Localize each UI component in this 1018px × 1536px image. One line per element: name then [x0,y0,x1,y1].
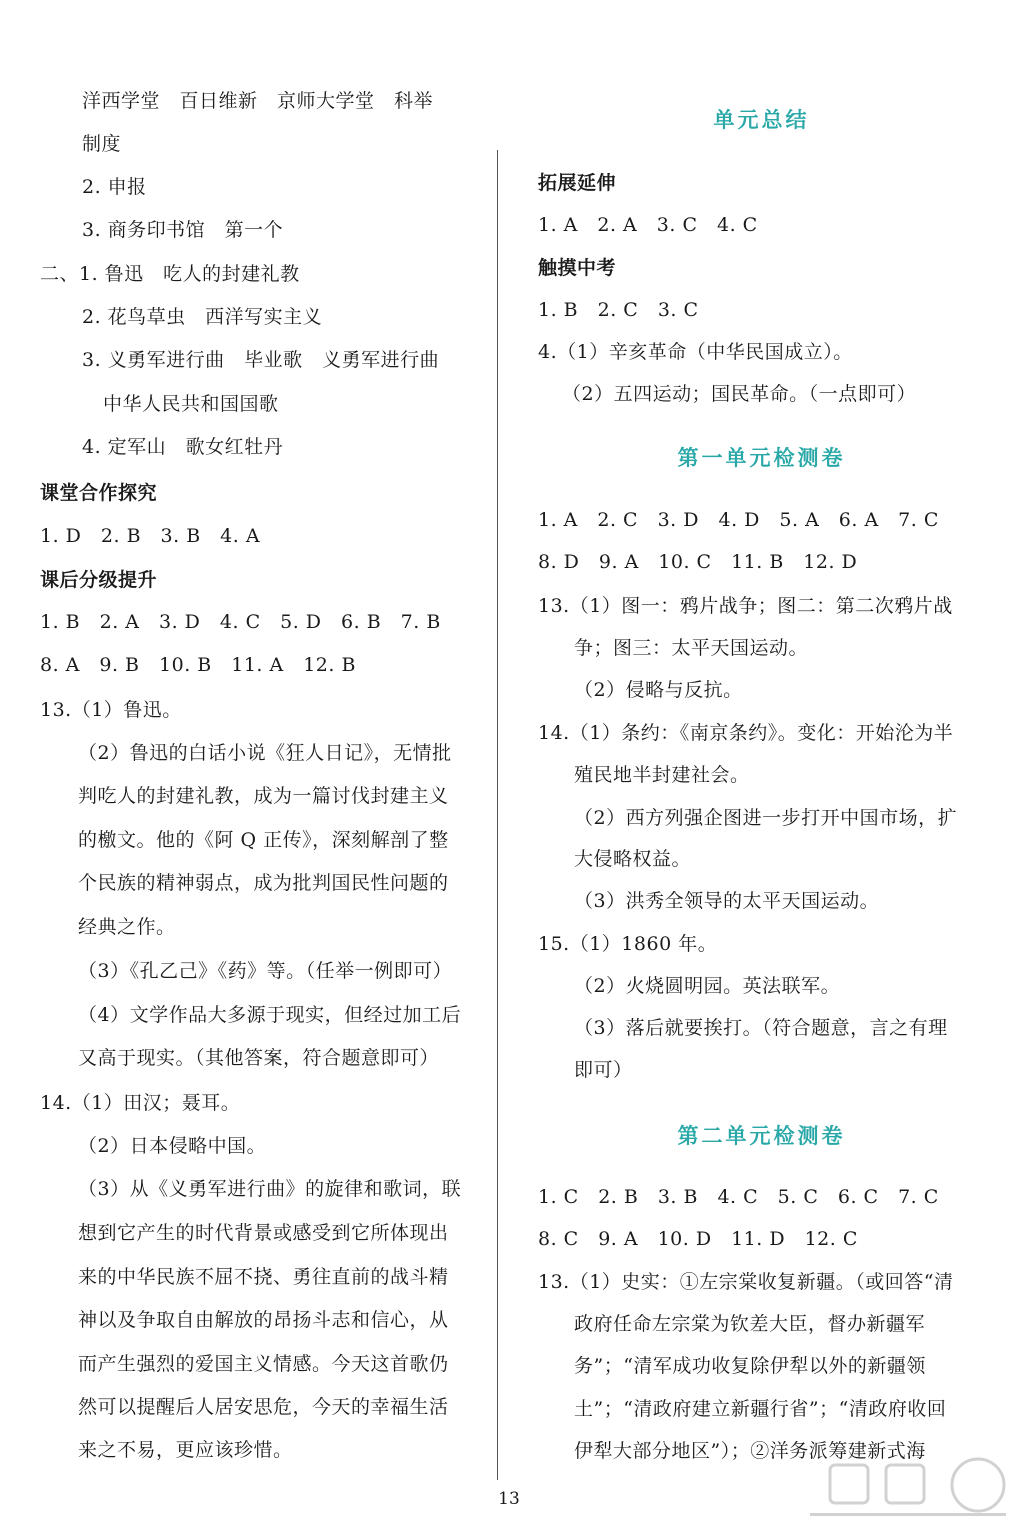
answer-line: 14.（1）条约：《南京条约》。变化：开始沦为半 [538,722,954,744]
answer-line: 14.（1）田汉；聂耳。 [40,1092,241,1114]
answer-line: 1. B 2. A 3. D 4. C 5. D 6. B 7. B [40,611,441,633]
answer-line: 1. A 2. C 3. D 4. D 5. A 6. A 7. C [538,509,939,531]
answer-line: 8. D 9. A 10. C 11. B 12. D [538,551,858,573]
answer-line: （4）文学作品大多源于现实，但经过加工后 [78,1004,462,1026]
answer-line: 制度 [82,133,122,155]
answer-line: 8. A 9. B 10. B 11. A 12. B [40,654,356,676]
section-title-unit2-test: 第二单元检测卷 [677,1123,846,1148]
answer-line: 1. A 2. A 3. C 4. C [538,214,758,236]
answer-line: 15.（1）1860 年。 [538,933,718,955]
answer-line: 8. C 9. A 10. D 11. D 12. C [538,1228,858,1250]
answer-line: 1. C 2. B 3. B 4. C 5. C 6. C 7. C [538,1186,939,1208]
section-heading: 拓展延伸 [538,172,617,194]
answer-line: （3）《孔乙己》《药》等。（任举一例即可） [78,960,453,982]
answer-line: 然可以提醒后人居安思危，今天的幸福生活 [78,1396,449,1418]
answer-line: 中华人民共和国国歌 [103,393,279,415]
answer-line: 1. B 2. C 3. C [538,299,699,321]
section-title-unit1-test: 第一单元检测卷 [677,445,846,470]
answer-line: 3. 义勇军进行曲 毕业歌 义勇军进行曲 [82,349,440,371]
answer-line: 13.（1）史实：①左宗棠收复新疆。（或回答“清 [538,1271,954,1293]
column-divider [497,150,498,1480]
answer-line: （2）鲁迅的白话小说《狂人日记》，无情批 [78,742,452,764]
answer-line: 而产生强烈的爱国主义情感。今天这首歌仍 [78,1353,449,1375]
answer-line: （2）五四运动；国民革命。（一点即可） [562,383,917,405]
answer-line: 3. 商务印书馆 第一个 [82,219,284,241]
answer-line: 4. 定军山 歌女红牡丹 [82,436,284,458]
answer-line: 争；图三：太平天国运动。 [574,637,809,659]
section-heading: 课后分级提升 [40,569,158,591]
answer-line: 殖民地半封建社会。 [574,764,750,786]
answer-line: 4.（1）辛亥革命（中华民国成立）。 [538,341,853,363]
answer-line: （2）侵略与反抗。 [574,679,743,701]
answer-line: （3）从《义勇军进行曲》的旋律和歌词，联 [78,1178,462,1200]
answer-line: 2. 申报 [82,176,147,198]
answer-line: 1. D 2. B 3. B 4. A [40,525,261,547]
answer-line: 二、1. 鲁迅 吃人的封建礼教 [40,263,300,285]
answer-line: 土”；“清政府建立新疆行省”；“清政府收回 [574,1398,947,1420]
answer-line: 来的中华民族不屈不挠、勇往直前的战斗精 [78,1266,449,1288]
answer-line: （3）洪秀全领导的太平天国运动。 [574,890,880,912]
watermark-logo [800,1455,1010,1531]
answer-line: 洋西学堂 百日维新 京师大学堂 科举 [82,90,434,112]
answer-line: 2. 花鸟草虫 西洋写实主义 [82,306,323,328]
answer-line: 的檄文。他的《阿 Q 正传》，深刻解剖了整 [78,829,449,851]
answer-line: 13.（1）图一：鸦片战争；图二：第二次鸦片战 [538,595,953,617]
page-number: 13 [498,1489,520,1509]
answer-line: （2）西方列强企图进一步打开中国市场，扩 [574,807,958,829]
answer-line: （3）落后就要挨打。（符合题意，言之有理 [574,1017,948,1039]
answer-line: 政府任命左宗棠为钦差大臣，督办新疆军 [574,1313,926,1335]
section-title-unit-summary: 单元总结 [713,107,810,132]
answer-line: 个民族的精神弱点，成为批判国民性问题的 [78,872,449,894]
answer-line: 想到它产生的时代背景或感受到它所体现出 [78,1222,449,1244]
section-heading: 课堂合作探究 [40,482,158,504]
answer-line: （2）日本侵略中国。 [78,1135,267,1157]
answer-line: （2）火烧圆明园。英法联军。 [574,975,841,997]
answer-line: 又高于现实。（其他答案，符合题意即可） [78,1047,440,1069]
answer-line: 判吃人的封建礼教，成为一篇讨伐封建主义 [78,785,449,807]
answer-line: 神以及争取自由解放的昂扬斗志和信心，从 [78,1309,449,1331]
answer-line: 伊犁大部分地区”）；②洋务派筹建新式海 [574,1440,926,1462]
answer-line: 来之不易，更应该珍惜。 [78,1439,293,1461]
section-heading: 触摸中考 [538,257,617,279]
answer-line: 务”；“清军成功收复除伊犁以外的新疆领 [574,1355,926,1377]
answer-line: 13.（1）鲁迅。 [40,699,182,721]
answer-line: 经典之作。 [78,916,176,938]
answer-line: 大侵略权益。 [574,848,692,870]
answer-line: 即可） [574,1059,633,1081]
